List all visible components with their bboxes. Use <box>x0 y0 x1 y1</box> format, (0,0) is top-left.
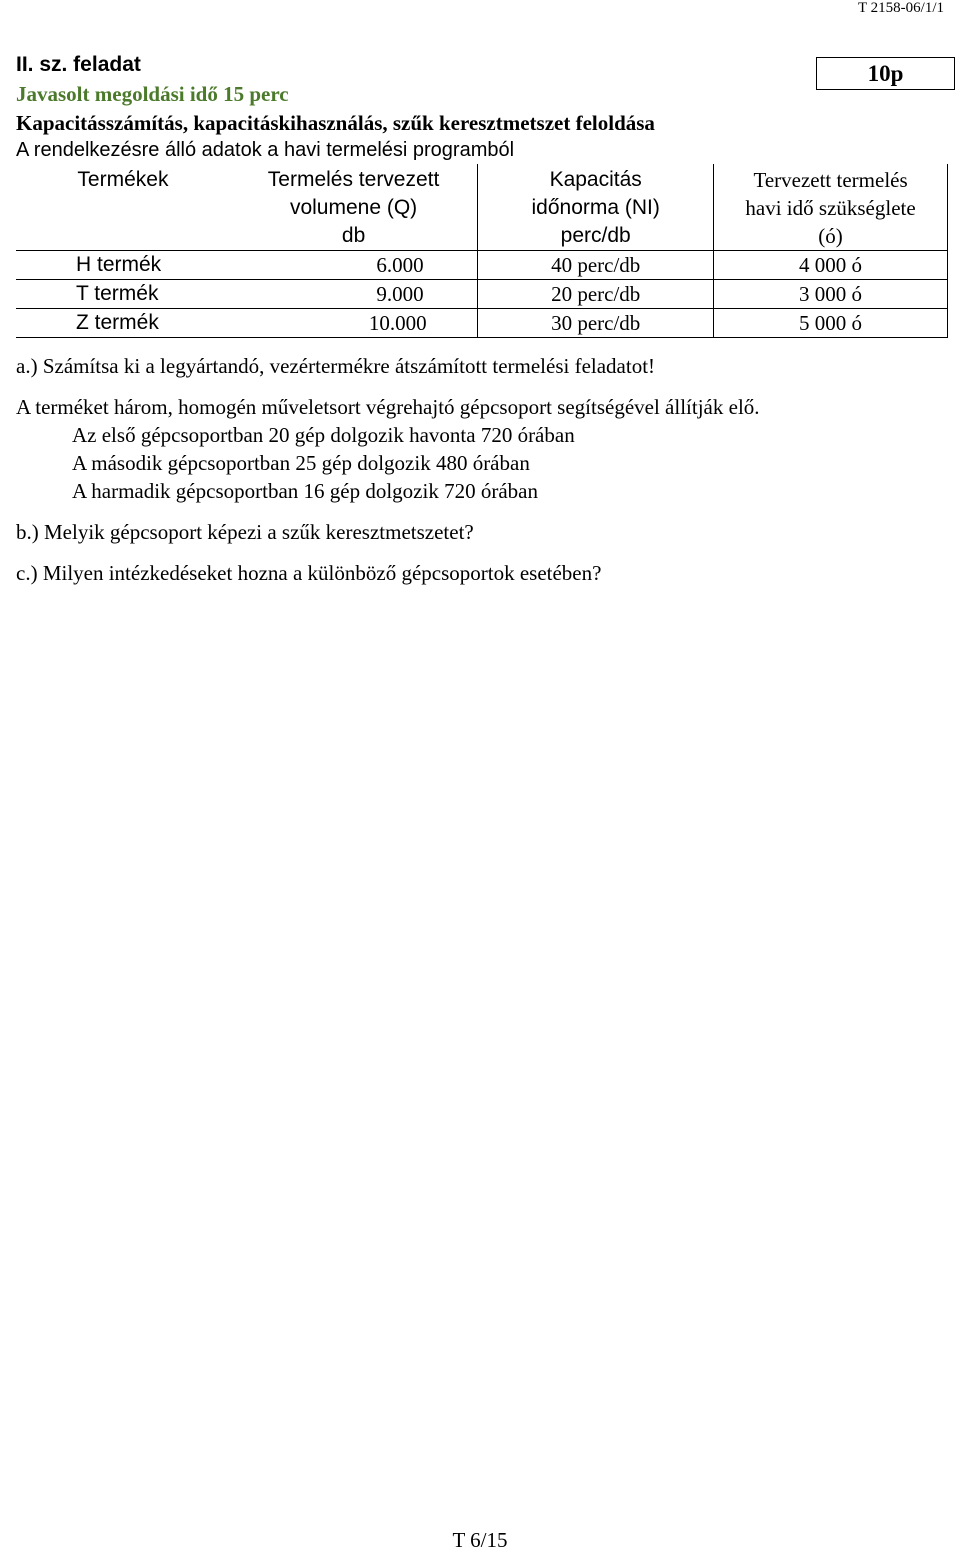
page-number: T 6/15 <box>452 1528 508 1552</box>
cell-product <box>16 251 230 280</box>
task-subject: Kapacitásszámítás, kapacitáskihasználás, szűk keresztmetszet feloldása <box>16 111 655 135</box>
cell-norm: 30 perc/db <box>478 309 714 338</box>
table-row <box>16 251 948 280</box>
document-code: T 2158-06/1/1 <box>858 0 944 16</box>
cell-time: 3 000 ó <box>714 280 948 309</box>
task-title: II. sz. feladat <box>16 53 141 76</box>
cell-volume <box>230 251 478 280</box>
question-b: b.) Melyik gépcsoport képezi a szűk keresztmetszetet? <box>16 520 474 544</box>
header-line: db <box>341 224 366 247</box>
question-a: a.) Számítsa ki a legyártandó, vezértermékre átszámított termelési feladatot! <box>16 354 656 378</box>
machine-group-3: A harmadik gépcsoportban 16 gép dolgozik 720 órában <box>72 479 538 503</box>
header-line: Termékek <box>77 168 169 191</box>
cell-time: 4 000 ó <box>714 251 948 280</box>
volume-value: 6.000 <box>376 253 424 277</box>
suggested-time: Javasolt megoldási idő 15 perc <box>16 82 289 106</box>
header-line: volumene (Q) <box>289 196 418 219</box>
header-line: Termelés tervezett <box>267 168 440 191</box>
cell-volume <box>230 309 478 338</box>
table-row <box>16 309 948 338</box>
header-line: (ó) <box>818 224 843 248</box>
header-line: perc/db <box>560 224 631 247</box>
cell-volume <box>230 280 478 309</box>
header-line: Kapacitás <box>549 168 642 191</box>
product-name: H termék <box>76 253 162 276</box>
question-c: c.) Milyen intézkedéseket hozna a különböző gépcsoportok esetében? <box>16 561 602 585</box>
cell-time: 5 000 ó <box>714 309 948 338</box>
header-line: Tervezett termelés <box>753 168 908 192</box>
header-time-need <box>714 164 948 251</box>
volume-value: 9.000 <box>376 282 424 306</box>
cell-product <box>16 309 230 338</box>
volume-value: 10.000 <box>368 311 427 335</box>
task-intro: A rendelkezésre álló adatok a havi termelési programból <box>16 139 515 161</box>
product-name: T termék <box>76 282 159 305</box>
production-table <box>16 164 948 338</box>
cell-norm: 40 perc/db <box>478 251 714 280</box>
header-line: időnorma (NI) <box>531 196 660 219</box>
table-header-row <box>16 164 948 251</box>
header-capacity <box>478 164 714 251</box>
table-row <box>16 280 948 309</box>
header-volume <box>230 164 478 251</box>
points-box: 10p <box>816 57 955 90</box>
cell-norm: 20 perc/db <box>478 280 714 309</box>
product-name: Z termék <box>76 311 159 334</box>
machine-group-2: A második gépcsoportban 25 gép dolgozik 480 órában <box>72 451 530 475</box>
cell-product <box>16 280 230 309</box>
header-products <box>16 164 230 251</box>
machine-context: A terméket három, homogén műveletsort végrehajtó gépcsoport segítségével állítják elő. <box>16 395 760 419</box>
header-line: havi idő szükséglete <box>745 196 916 220</box>
machine-group-1: Az első gépcsoportban 20 gép dolgozik havonta 720 órában <box>72 423 575 447</box>
